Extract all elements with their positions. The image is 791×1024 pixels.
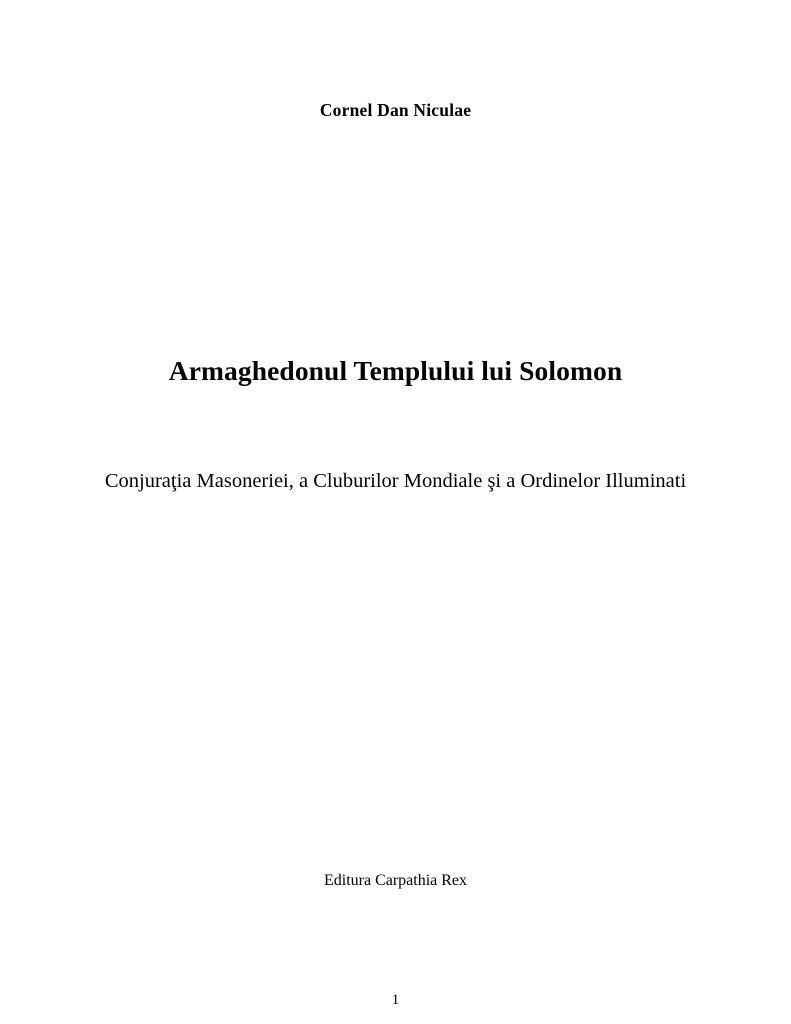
publisher-name: Editura Carpathia Rex — [323, 872, 468, 889]
page-number: 1 — [391, 992, 400, 1008]
book-title: Armaghedonul Templului lui Solomon — [168, 355, 623, 386]
book-subtitle: Conjuraţia Masoneriei, a Cluburilor Mondiale şi a Ordinelor Illuminati — [104, 470, 687, 492]
author-name: Cornel Dan Niculae — [319, 100, 472, 120]
